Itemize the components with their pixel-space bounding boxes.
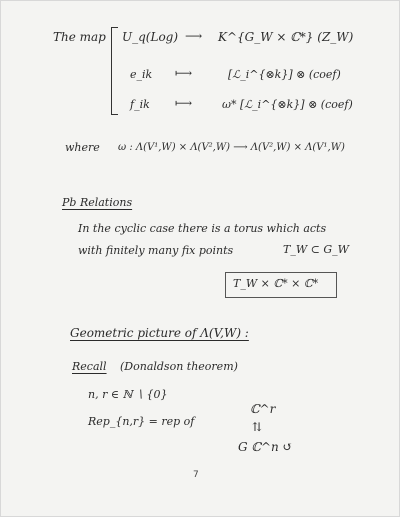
- where-formula: ω : Λ(V¹,W) × Λ(V²,W) ⟶ Λ(V²,W) × Λ(V¹,W): [118, 142, 345, 153]
- geo-heading: Geometric picture of Λ(V,W) :: [70, 326, 249, 340]
- f-arrow: ⟼: [175, 96, 193, 110]
- map-domain: U_q(Log): [122, 30, 179, 44]
- pb-torus: T_W ⊂ G_W: [283, 243, 349, 256]
- recall-word: Recall: [72, 360, 107, 373]
- pb-boxed-text: T_W × ℂ* × ℂ*: [233, 277, 319, 290]
- e-lhs: e_ik: [130, 68, 153, 81]
- pb-line-2: with finitely many fix points: [78, 244, 234, 257]
- rep-line: Rep_{n,r} = rep of: [88, 415, 195, 428]
- pb-heading: Pb Relations: [62, 196, 133, 209]
- where-word: where: [65, 141, 100, 154]
- recall-rest: (Donaldson theorem): [120, 360, 238, 373]
- pb-line-1: In the cyclic case there is a torus which acts: [78, 222, 327, 235]
- map-arrow: ⟶: [185, 29, 203, 43]
- e-arrow: ⟼: [175, 66, 193, 80]
- page-number: 7: [193, 470, 199, 480]
- nr-line: n, r ∈ ℕ ∖ {0}: [88, 388, 168, 401]
- map-bracket: [111, 27, 118, 115]
- map-intro: The map: [53, 30, 106, 44]
- rep-bottom: G ℂ^n ↺: [238, 440, 293, 454]
- e-rhs: [ℒ_i^{⊗k}] ⊗ (coef): [228, 68, 341, 81]
- f-rhs: ω* [ℒ_i^{⊗k}] ⊗ (coef): [222, 98, 353, 111]
- map-codomain: K^{G_W × ℂ*} (Z_W): [218, 30, 354, 44]
- rep-top: ℂ^r: [250, 402, 276, 416]
- f-lhs: f_ik: [130, 98, 150, 111]
- rep-arrows: ⇅: [252, 420, 263, 434]
